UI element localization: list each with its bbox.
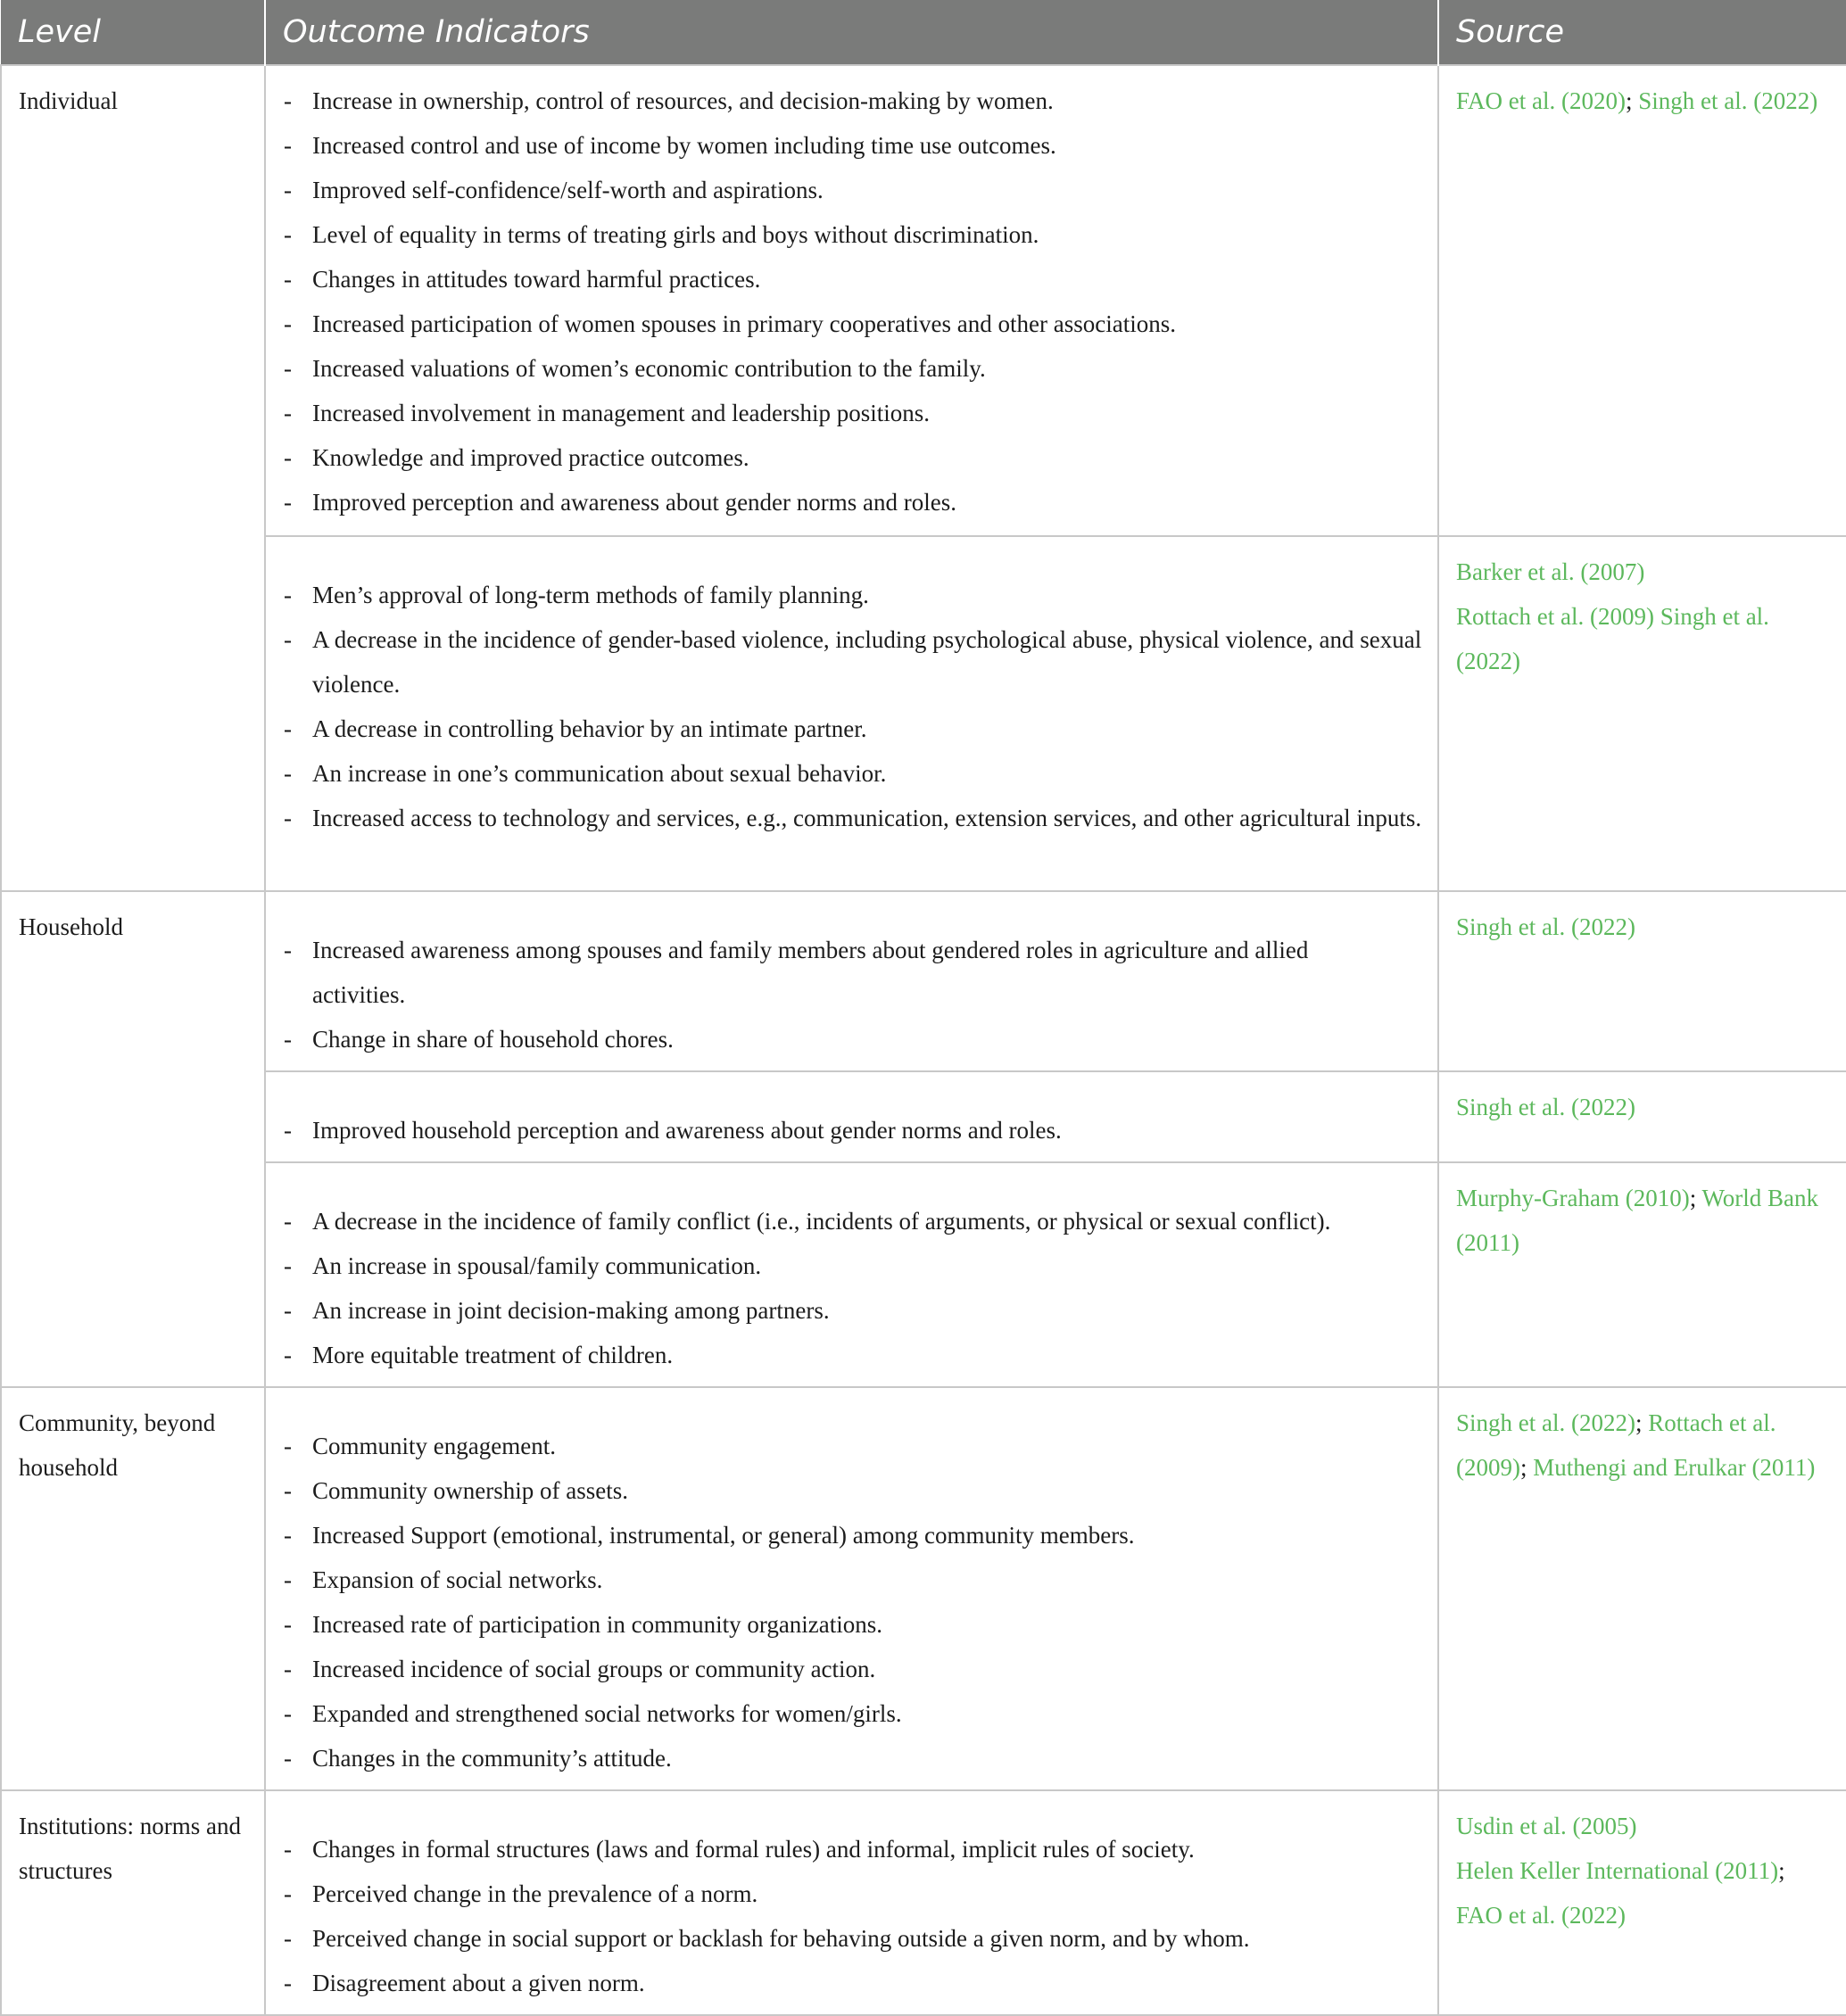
indicator-list: [266, 78, 1425, 525]
bullet-dash: -: [284, 1117, 292, 1144]
source-list: [1456, 1085, 1837, 1129]
table-row: [1, 1387, 1846, 1790]
indicator-text: Increased awareness among spouses and family members about gendered roles in agriculture and allied activities.: [312, 937, 1309, 1008]
indicator-text: Changes in attitudes toward harmful practices.: [312, 266, 761, 293]
source-cell: [1438, 1790, 1846, 2015]
indicator-item: [266, 617, 1425, 706]
indicator-item: [266, 1871, 1425, 1916]
indicator-item: [266, 1288, 1425, 1333]
indicator-item: [266, 1736, 1425, 1781]
indicator-text: An increase in spousal/family communication.: [312, 1252, 762, 1279]
source-link[interactable]: Singh et al. (2022): [1456, 1409, 1635, 1436]
bullet-dash: -: [284, 221, 292, 248]
bullet-dash: -: [284, 87, 292, 114]
indicator-text: Increased Support (emotional, instrumental, or general) among community members.: [312, 1522, 1135, 1549]
indicator-text: Knowledge and improved practice outcomes.: [312, 444, 749, 471]
indicator-list: [266, 1804, 1425, 2005]
indicator-item: [266, 1108, 1425, 1153]
indicator-text: Changes in the community’s attitude.: [312, 1745, 672, 1772]
table-row: [1, 1071, 1846, 1162]
indicator-item: [266, 212, 1425, 257]
indicators-cell: [265, 1790, 1438, 2015]
indicator-item: [266, 1961, 1425, 2005]
source-link[interactable]: World Bank (2011): [1456, 1185, 1819, 1256]
bullet-dash: -: [284, 715, 292, 742]
indicator-item: [266, 1916, 1425, 1961]
source-link[interactable]: Helen Keller International (2011): [1456, 1857, 1779, 1884]
indicator-list: [266, 549, 1425, 840]
indicator-item: [266, 796, 1425, 840]
indicator-item: [266, 573, 1425, 617]
indicator-item: [266, 1017, 1425, 1062]
indicator-text: More equitable treatment of children.: [312, 1342, 674, 1368]
source-list: [1456, 1176, 1837, 1265]
indicator-item: [266, 1647, 1425, 1691]
indicator-text: An increase in one’s communication about sexual behavior.: [312, 760, 887, 787]
indicator-item: [266, 78, 1425, 123]
bullet-dash: -: [284, 1611, 292, 1638]
source-link[interactable]: Barker et al. (2007): [1456, 558, 1645, 585]
indicator-item: [266, 1602, 1425, 1647]
indicator-text: Change in share of household chores.: [312, 1026, 674, 1053]
bullet-dash: -: [284, 310, 292, 337]
indicator-item: [266, 1468, 1425, 1513]
indicator-item: [266, 1827, 1425, 1871]
indicator-item: [266, 123, 1425, 168]
source-list: [1456, 549, 1837, 683]
bullet-dash: -: [284, 1252, 292, 1279]
bullet-dash: -: [284, 582, 292, 608]
bullet-dash: -: [284, 1745, 292, 1772]
indicator-text: Increased involvement in management and leadership positions.: [312, 400, 931, 426]
indicator-text: Increased access to technology and services, e.g., communication, extension services, and other agricultural inputs.: [312, 805, 1422, 831]
indicator-text: Community ownership of assets.: [312, 1477, 628, 1504]
indicator-list: [266, 1176, 1425, 1377]
level-cell-household: Household: [1, 891, 265, 1387]
indicator-item: [266, 751, 1425, 796]
table-row: [1, 1790, 1846, 2015]
source-link[interactable]: Singh et al. (2022): [1456, 1094, 1635, 1120]
bullet-dash: -: [284, 1566, 292, 1593]
source-separator: ;: [1778, 1857, 1785, 1884]
level-cell-community: Community, beyond household: [1, 1387, 265, 1790]
indicator-item: [266, 928, 1401, 1017]
table-row: [1, 1162, 1846, 1387]
table-row: [1, 891, 1846, 1071]
source-link[interactable]: Singh et al. (2022): [1638, 87, 1818, 114]
source-cell: [1438, 1162, 1846, 1387]
source-link[interactable]: Rottach et al. (2009): [1456, 1409, 1776, 1481]
table-header-row: [1, 0, 1846, 65]
source-cell: [1438, 1387, 1846, 1790]
source-list: [1456, 1804, 1837, 1938]
bullet-dash: -: [284, 760, 292, 787]
indicator-item: [266, 1424, 1425, 1468]
indicator-text: An increase in joint decision-making among partners.: [312, 1297, 830, 1324]
bullet-dash: -: [284, 1208, 292, 1235]
bullet-dash: -: [284, 937, 292, 963]
bullet-dash: -: [284, 1836, 292, 1863]
indicator-text: Perceived change in the prevalence of a norm.: [312, 1880, 758, 1907]
bullet-dash: -: [284, 1026, 292, 1053]
indicator-item: [266, 1333, 1425, 1377]
indicator-item: [266, 435, 1425, 480]
header-outcome-indicators: Outcome Indicators: [265, 0, 1438, 65]
bullet-dash: -: [284, 400, 292, 426]
indicator-text: Improved self-confidence/self-worth and aspirations.: [312, 177, 824, 203]
header-level: Level: [1, 0, 265, 65]
source-cell: [1438, 891, 1846, 1071]
indicator-item: [266, 346, 1425, 391]
indicator-text: A decrease in the incidence of family conflict (i.e., incidents of arguments, or physical or sexual conflict).: [312, 1208, 1331, 1235]
bullet-dash: -: [284, 177, 292, 203]
bullet-dash: -: [284, 1925, 292, 1952]
indicator-text: Community engagement.: [312, 1433, 556, 1459]
indicator-item: [266, 257, 1425, 302]
source-cell: [1438, 1071, 1846, 1162]
indicator-text: Level of equality in terms of treating girls and boys without discrimination.: [312, 221, 1039, 248]
bullet-dash: -: [284, 1342, 292, 1368]
indicator-list: [266, 1400, 1425, 1781]
indicator-text: Men’s approval of long-term methods of family planning.: [312, 582, 869, 608]
source-list: [1456, 78, 1837, 123]
bullet-dash: -: [284, 1522, 292, 1549]
bullet-dash: -: [284, 1880, 292, 1907]
source-separator: [1654, 603, 1660, 630]
bullet-dash: -: [284, 266, 292, 293]
source-link[interactable]: Murphy-Graham (2010): [1456, 1185, 1690, 1211]
indicators-cell: [265, 65, 1438, 536]
indicator-item: [266, 1691, 1425, 1736]
indicator-text: Increased rate of participation in community organizations.: [312, 1611, 883, 1638]
indicator-text: Improved perception and awareness about gender norms and roles.: [312, 489, 956, 516]
indicator-text: Perceived change in social support or backlash for behaving outside a given norm, and by whom.: [312, 1925, 1250, 1952]
indicator-text: Increased incidence of social groups or community action.: [312, 1656, 876, 1682]
indicator-text: Expanded and strengthened social networks for women/girls.: [312, 1700, 902, 1727]
level-cell-institutions: Institutions: norms and structures: [1, 1790, 265, 2015]
source-link[interactable]: Muthengi and Erulkar (2011): [1533, 1454, 1816, 1481]
table-row: [1, 536, 1846, 891]
indicator-list: [266, 905, 1425, 1062]
indicator-text: Increased valuations of women’s economic contribution to the family.: [312, 355, 986, 382]
indicators-cell: [265, 1387, 1438, 1790]
indicator-item: [266, 480, 1425, 525]
bullet-dash: -: [284, 444, 292, 471]
bullet-dash: -: [284, 1477, 292, 1504]
indicators-cell: [265, 1162, 1438, 1387]
indicator-item: [266, 391, 1425, 435]
indicator-text: Improved household perception and awareness about gender norms and roles.: [312, 1117, 1062, 1144]
source-link[interactable]: Singh et al. (2022): [1456, 913, 1635, 940]
source-list: [1456, 1400, 1837, 1490]
source-list: [1456, 905, 1837, 949]
bullet-dash: -: [284, 626, 292, 653]
table-row: [1, 65, 1846, 536]
indicator-item: [266, 1557, 1425, 1602]
bullet-dash: -: [284, 805, 292, 831]
indicator-text: Expansion of social networks.: [312, 1566, 603, 1593]
indicator-text: A decrease in controlling behavior by an intimate partner.: [312, 715, 867, 742]
bullet-dash: -: [284, 355, 292, 382]
source-separator: ;: [1689, 1185, 1702, 1211]
bullet-dash: -: [284, 1656, 292, 1682]
source-separator: ;: [1625, 87, 1639, 114]
indicator-item: [266, 168, 1425, 212]
indicators-cell: [265, 891, 1438, 1071]
source-link[interactable]: FAO et al. (2020): [1456, 87, 1626, 114]
indicator-text: Increased control and use of income by women including time use outcomes.: [312, 132, 1056, 159]
bullet-dash: -: [284, 1970, 292, 1996]
indicator-item: [266, 1199, 1425, 1243]
source-cell: [1438, 536, 1846, 891]
indicator-item: [266, 302, 1425, 346]
source-separator: ;: [1519, 1454, 1534, 1481]
bullet-dash: -: [284, 489, 292, 516]
indicator-text: Disagreement about a given norm.: [312, 1970, 645, 1996]
source-link[interactable]: Rottach et al. (2009): [1456, 603, 1654, 630]
level-cell-individual: Individual: [1, 65, 265, 891]
source-cell: [1438, 65, 1846, 536]
indicator-text: Changes in formal structures (laws and formal rules) and informal, implicit rules of society.: [312, 1836, 1195, 1863]
source-link[interactable]: Singh et al. (2022): [1456, 603, 1769, 674]
bullet-dash: -: [284, 1700, 292, 1727]
indicators-cell: [265, 1071, 1438, 1162]
indicator-item: [266, 706, 1425, 751]
bullet-dash: -: [284, 1433, 292, 1459]
indicator-list: [266, 1085, 1425, 1153]
source-link[interactable]: Usdin et al. (2005): [1456, 1813, 1637, 1839]
source-link[interactable]: FAO et al. (2022): [1456, 1902, 1626, 1929]
indicator-text: Increase in ownership, control of resources, and decision-making by women.: [312, 87, 1054, 114]
bullet-dash: -: [284, 1297, 292, 1324]
source-separator: ;: [1635, 1409, 1649, 1436]
indicator-text: Increased participation of women spouses in primary cooperatives and other associations.: [312, 310, 1176, 337]
indicator-text: A decrease in the incidence of gender-based violence, including psychological abuse, physical violence, and sexual violence.: [312, 626, 1422, 698]
indicator-item: [266, 1513, 1425, 1557]
indicator-item: [266, 1243, 1425, 1288]
bullet-dash: -: [284, 132, 292, 159]
indicators-cell: [265, 536, 1438, 891]
header-source: Source: [1438, 0, 1846, 65]
